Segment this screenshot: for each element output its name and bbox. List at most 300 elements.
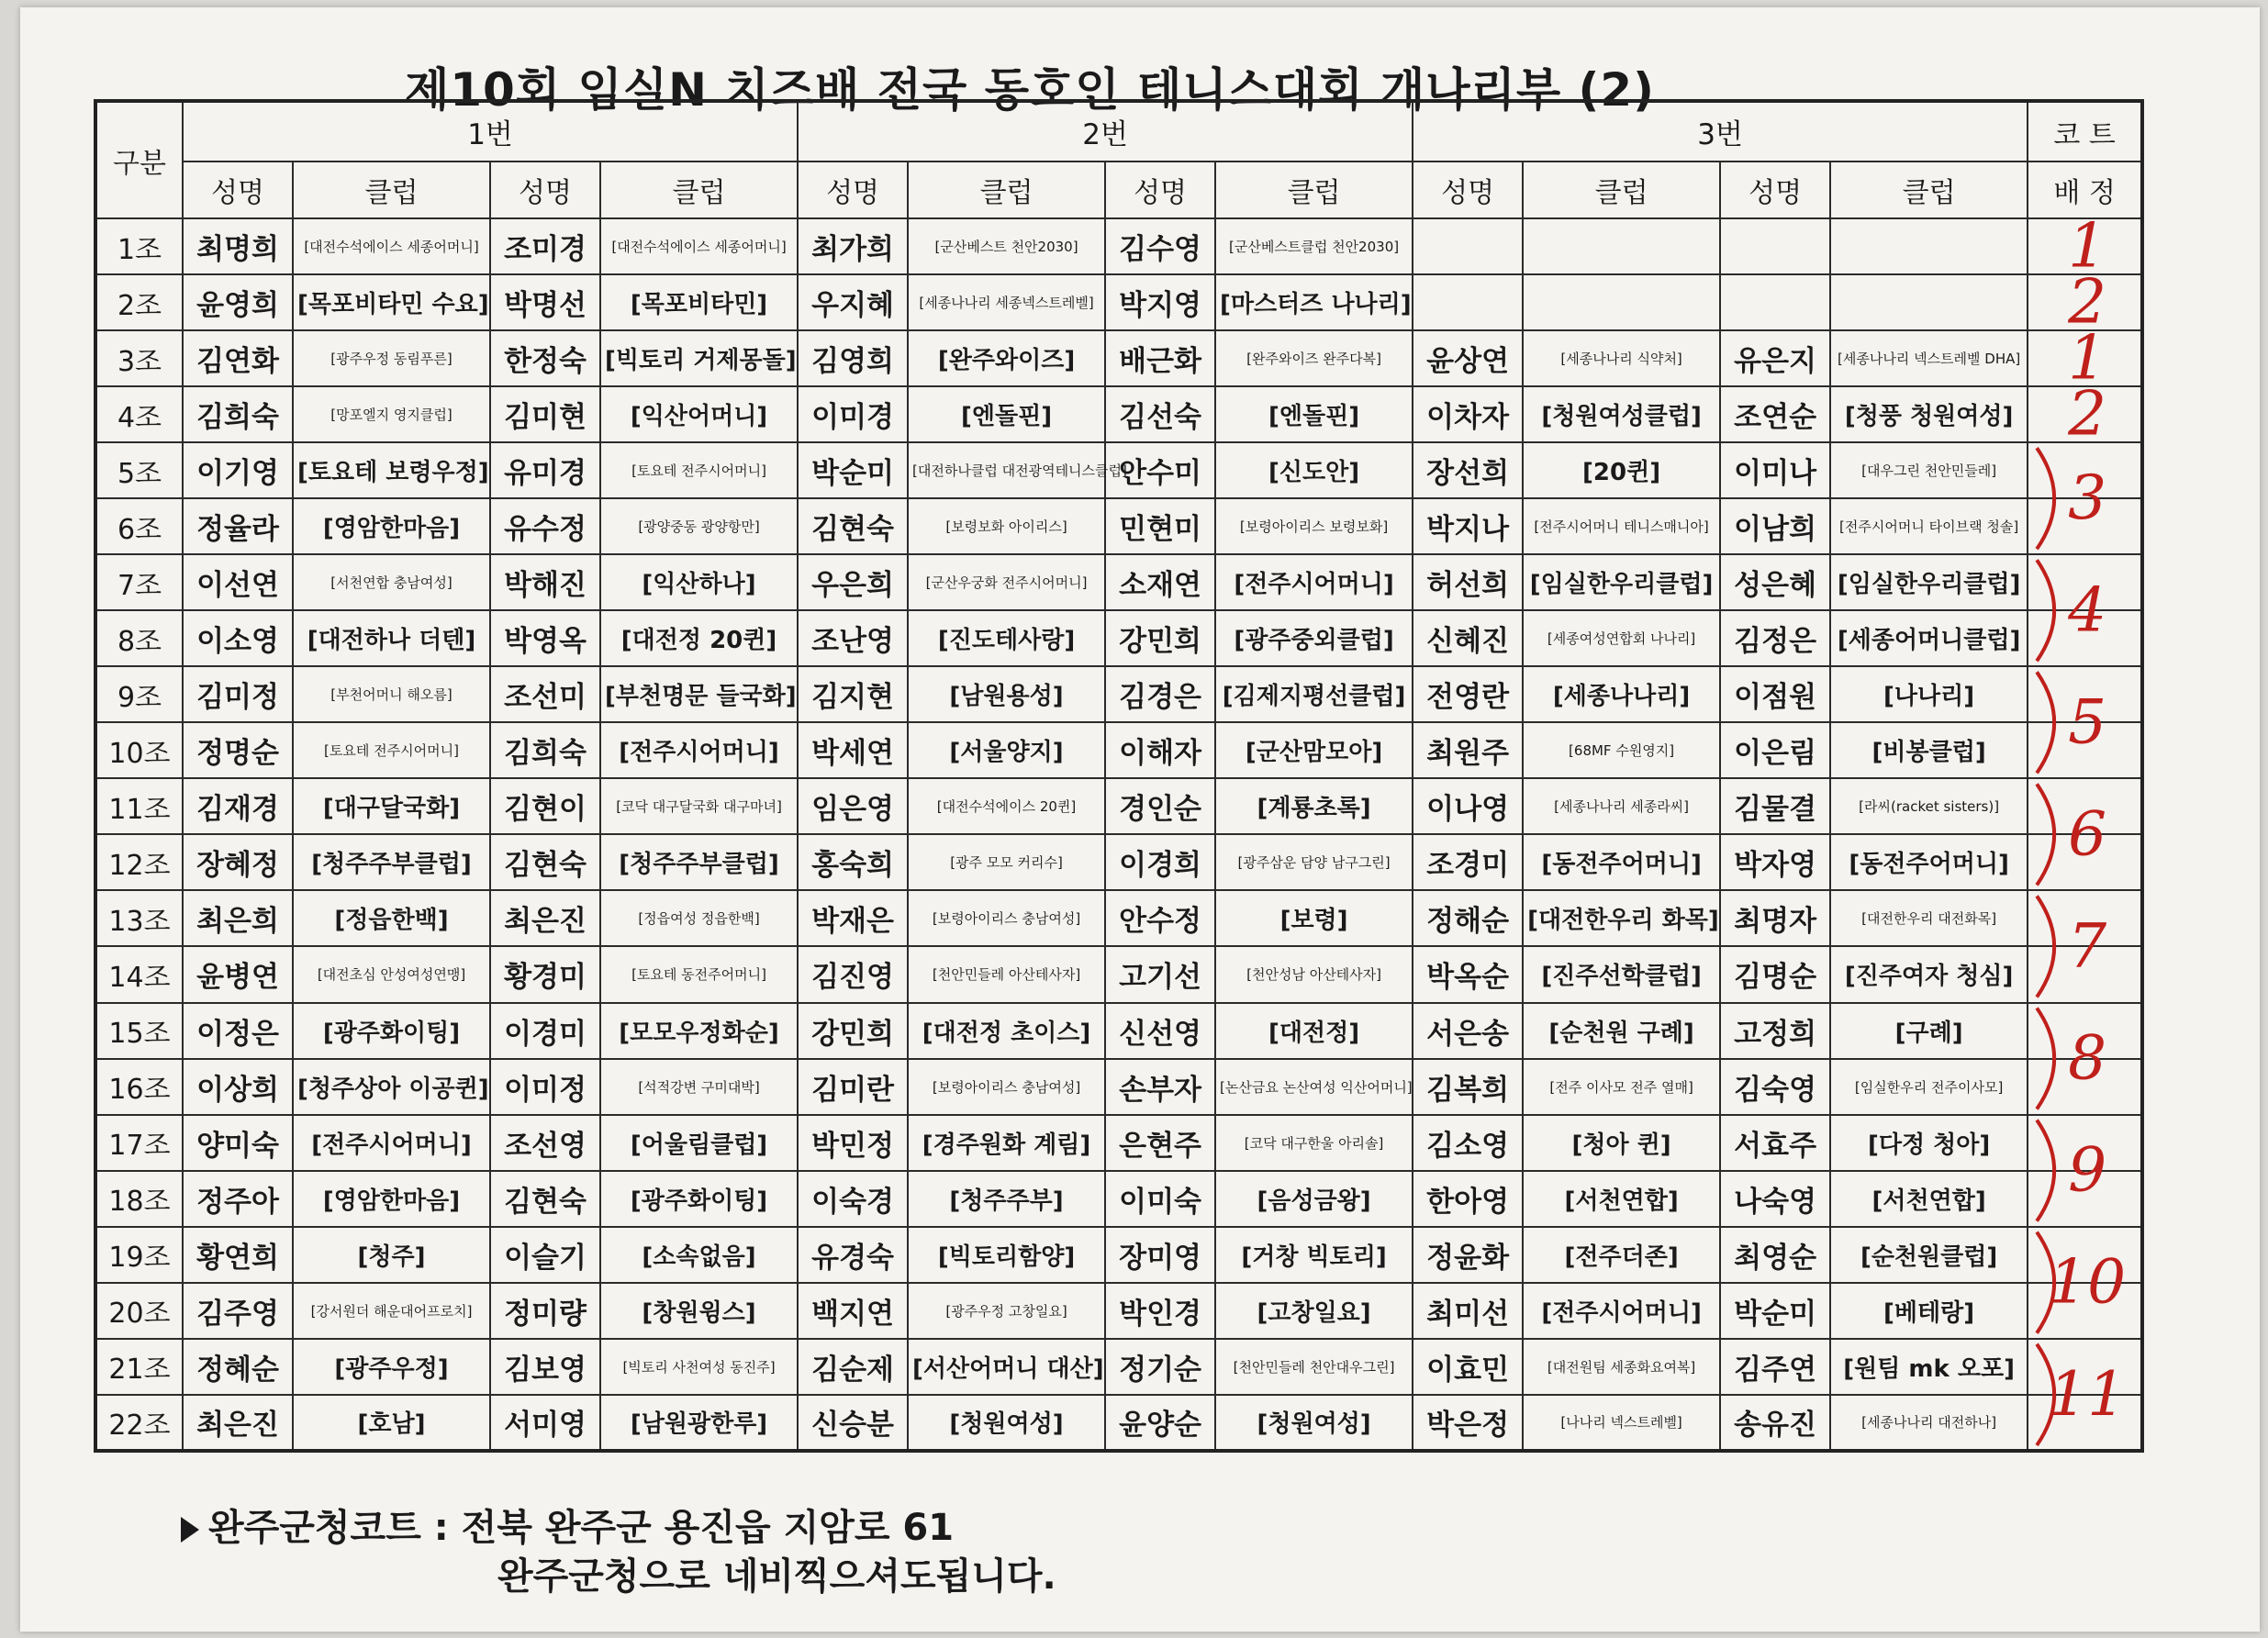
bracket-table [94,99,2144,1453]
table-row [95,330,2142,386]
player-club: [마스터즈 나나리] [1215,274,1413,330]
name-col-header: 성명 [1720,162,1830,218]
player-club: [코닥 대구달국화 대구마녀] [600,778,798,834]
court-header-top: 코 트 [2028,101,2142,162]
player-name: 박재은 [798,890,908,946]
player-name: 김복희 [1413,1059,1523,1115]
player-name: 정명순 [183,722,293,778]
player-club: [청원여성] [908,1395,1105,1451]
player-club: [순천원 구례] [1523,1003,1720,1059]
player-name: 박지영 [1105,274,1215,330]
player-club: [논산금요 논산여성 익산어머니] [1215,1059,1413,1115]
group-label: 13조 [95,890,183,946]
player-name: 김지현 [798,666,908,722]
player-name: 김경은 [1105,666,1215,722]
player-name: 경인순 [1105,778,1215,834]
name-col-header: 성명 [183,162,293,218]
court-cell [2028,722,2142,778]
player-name: 최미선 [1413,1283,1523,1339]
player-club: [대우그린 천안민들레] [1830,442,2028,498]
player-club: [전주시어머니] [1523,1283,1720,1339]
player-name: 우지혜 [798,274,908,330]
player-club: [완주와이즈] [908,330,1105,386]
court-number-mark: 6 [2068,798,2107,870]
player-club: [임실한우리클럽] [1523,554,1720,610]
player-name: 안수정 [1105,890,1215,946]
player-name: 장혜정 [183,834,293,890]
court-number-mark: 9 [2068,1134,2107,1206]
table-row [95,610,2142,666]
player-name: 장선희 [1413,442,1523,498]
player-club: [대전원팀 세종화요여복] [1523,1339,1720,1395]
player-name: 김재경 [183,778,293,834]
player-club: [보령] [1215,890,1413,946]
court-number-mark: 2 [2068,378,2107,450]
player-club: [토요테 보령우정] [293,442,490,498]
venue-address: 완주군청코트 : 전북 완주군 용진읍 지암로 61 [208,1507,955,1549]
player-club: [어울림클럽] [600,1115,798,1171]
player-name: 김진영 [798,946,908,1002]
group-label: 10조 [95,722,183,778]
player-name: 정혜순 [183,1339,293,1395]
player-club: [광주화이팅] [293,1003,490,1059]
group-label: 15조 [95,1003,183,1059]
group-label: 17조 [95,1115,183,1171]
court-cell [2028,442,2142,498]
player-club: [라씨(racket sisters)] [1830,778,2028,834]
player-name: 정해순 [1413,890,1523,946]
player-name: 박옥순 [1413,946,1523,1002]
court-cell [2028,1003,2142,1059]
player-club: [남원용성] [908,666,1105,722]
court-cell [2028,890,2142,946]
player-name: 김현이 [490,778,600,834]
player-club: [군산베스트 천안2030] [908,218,1105,274]
player-club: [천안민들레 천안대우그린] [1215,1339,1413,1395]
court-number-mark: 8 [2068,1022,2107,1094]
player-club: [동전주어머니] [1523,834,1720,890]
group-label: 16조 [95,1059,183,1115]
player-club: [전주시어머니] [293,1115,490,1171]
player-club: [임실한우리 전주이사모] [1830,1059,2028,1115]
player-name: 장미영 [1105,1227,1215,1283]
player-club: [대전하나 더텐] [293,610,490,666]
player-name: 박순미 [1720,1283,1830,1339]
table-row [95,442,2142,498]
player-club: [세종어머니클럽] [1830,610,2028,666]
player-club: [청아 퀸] [1523,1115,1720,1171]
player-name: 최명희 [183,218,293,274]
player-club: [대전초심 안성여성연맹] [293,946,490,1002]
player-name: 한아영 [1413,1171,1523,1227]
group-label: 5조 [95,442,183,498]
group-label: 14조 [95,946,183,1002]
player-club: [보령아이리스 보령보화] [1215,498,1413,554]
name-col-header: 성명 [798,162,908,218]
player-name: 이나영 [1413,778,1523,834]
player-club: [임실한우리클럽] [1830,554,2028,610]
player-club: [대전정 20퀸] [600,610,798,666]
player-name: 허선희 [1413,554,1523,610]
court-cell [2028,330,2142,386]
player-club: [세종나나리 세종넥스트레벨] [908,274,1105,330]
player-name: 조미경 [490,218,600,274]
player-club: [광주중외클럽] [1215,610,1413,666]
player-name: 이효민 [1413,1339,1523,1395]
player-club: [세종나나리] [1523,666,1720,722]
player-name: 김영희 [798,330,908,386]
player-name: 서효주 [1720,1115,1830,1171]
table-row [95,1339,2142,1395]
player-name: 박인경 [1105,1283,1215,1339]
table-row [95,834,2142,890]
player-name [1413,218,1523,274]
player-club: [대전한우리 화목] [1523,890,1720,946]
player-club [1830,274,2028,330]
player-name: 윤양순 [1105,1395,1215,1451]
player-name: 박민정 [798,1115,908,1171]
group-label: 20조 [95,1283,183,1339]
player-name: 조경미 [1413,834,1523,890]
player-club: [청원여성] [1215,1395,1413,1451]
player-club: [청주] [293,1227,490,1283]
player-club: [순천원클럽] [1830,1227,2028,1283]
player-club: [천안민들레 아산테사자] [908,946,1105,1002]
player-club: [베테랑] [1830,1283,2028,1339]
player-name: 신승분 [798,1395,908,1451]
player-club: [목포비타민] [600,274,798,330]
player-name: 김연화 [183,330,293,386]
player-name: 나숙영 [1720,1171,1830,1227]
player-name: 황경미 [490,946,600,1002]
player-club: [강서원더 해운대어프로치] [293,1283,490,1339]
player-name: 정주아 [183,1171,293,1227]
player-name: 이미숙 [1105,1171,1215,1227]
player-name: 이미경 [798,386,908,442]
player-name: 은현주 [1105,1115,1215,1171]
club-col-header: 클럽 [1215,162,1413,218]
player-club: [소속없음] [600,1227,798,1283]
player-club: [세종나나리 식약처] [1523,330,1720,386]
name-col-header: 성명 [1413,162,1523,218]
player-club: [모모우정화순] [600,1003,798,1059]
court-cell [2028,218,2142,274]
player-club: [대전정] [1215,1003,1413,1059]
player-name: 조난영 [798,610,908,666]
group-label: 1조 [95,218,183,274]
player-club: [토요테 전주시어머니] [600,442,798,498]
player-club: [빅토리 거제몽돌] [600,330,798,386]
player-name: 김주영 [183,1283,293,1339]
player-name [1720,274,1830,330]
player-club: [천안성남 아산테사자] [1215,946,1413,1002]
player-name: 강민희 [1105,610,1215,666]
page-title: 제10회 임실N 치즈배 전국 동호인 테니스대회 개나리부 (2) [404,63,1656,117]
player-name: 신선영 [1105,1003,1215,1059]
player-name: 최은진 [183,1395,293,1451]
player-club: [전주시어머니 타이브랙 청솔] [1830,498,2028,554]
name-col-header: 성명 [1105,162,1215,218]
player-name: 박영옥 [490,610,600,666]
player-club: [광주우정 동림푸른] [293,330,490,386]
venue-note [181,1499,954,1551]
player-name: 양미숙 [183,1115,293,1171]
player-name: 성은혜 [1720,554,1830,610]
court-cell [2028,1395,2142,1451]
player-club: [대전정 초이스] [908,1003,1105,1059]
player-club: [전주더존] [1523,1227,1720,1283]
player-club: [엔돌핀] [908,386,1105,442]
player-name: 박지나 [1413,498,1523,554]
player-name: 이상희 [183,1059,293,1115]
table-row [95,1115,2142,1171]
player-name: 김현숙 [490,1171,600,1227]
player-club: [목포비타민 수요] [293,274,490,330]
group-label: 8조 [95,610,183,666]
player-club: [남원광한루] [600,1395,798,1451]
player-name: 김선숙 [1105,386,1215,442]
club-col-header: 클럽 [600,162,798,218]
player-name: 이경희 [1105,834,1215,890]
player-name: 박해진 [490,554,600,610]
player-club [1830,218,2028,274]
player-name: 이점원 [1720,666,1830,722]
player-name: 정율라 [183,498,293,554]
player-club: [청원여성클럽] [1523,386,1720,442]
player-name: 정미량 [490,1283,600,1339]
player-club: [나나리 넥스트레벨] [1523,1395,1720,1451]
player-club: [세종여성연합회 나나리] [1523,610,1720,666]
player-club: [비봉클럽] [1830,722,2028,778]
player-club: [광주삼운 담양 남구그린] [1215,834,1413,890]
table-row [95,1171,2142,1227]
table-row [95,666,2142,722]
player-club: [익산어머니] [600,386,798,442]
division-header: 구분 [95,101,183,218]
group-label: 19조 [95,1227,183,1283]
player-name: 박은정 [1413,1395,1523,1451]
player-name: 최명자 [1720,890,1830,946]
player-name: 고정희 [1720,1003,1830,1059]
court-cell [2028,834,2142,890]
player-name: 김수영 [1105,218,1215,274]
player-name [1413,274,1523,330]
player-club: [청주상아 이공퀸] [293,1059,490,1115]
player-club: [나나리] [1830,666,2028,722]
tournament-sheet [20,7,2260,1632]
player-name: 홍숙희 [798,834,908,890]
player-club: [전주 이사모 전주 열매] [1523,1059,1720,1115]
player-club: [광주우정] [293,1339,490,1395]
player-name: 임은영 [798,778,908,834]
group-label: 2조 [95,274,183,330]
table-row [95,890,2142,946]
player-club: [정읍여성 정읍한백] [600,890,798,946]
player-club: [영암한마음] [293,1171,490,1227]
player-club: [군산우궁화 전주시어머니] [908,554,1105,610]
player-club: [코닥 대구한울 아리솔] [1215,1115,1413,1171]
player-name: 박순미 [798,442,908,498]
player-club: [대구달국화] [293,778,490,834]
player-name: 서미영 [490,1395,600,1451]
player-name: 이선연 [183,554,293,610]
player-club: [대전수석에이스 20퀸] [908,778,1105,834]
player-club: [서산어머니 대산] [908,1339,1105,1395]
player-name: 최은진 [490,890,600,946]
player-name: 이은림 [1720,722,1830,778]
player-club: [경주원화 계림] [908,1115,1105,1171]
player-club: [청주주부클럽] [600,834,798,890]
court-cell [2028,1283,2142,1339]
player-club: [신도안] [1215,442,1413,498]
player-club [1523,274,1720,330]
player-club [1523,218,1720,274]
player-club: [호남] [293,1395,490,1451]
court-cell [2028,1171,2142,1227]
court-number-mark: 3 [2068,462,2107,534]
player-name: 김소영 [1413,1115,1523,1171]
group-header-1: 1번 [183,101,798,162]
player-club: [석적강변 구미대박] [600,1059,798,1115]
player-name: 김희숙 [490,722,600,778]
player-name: 이슬기 [490,1227,600,1283]
group-label: 4조 [95,386,183,442]
club-col-header: 클럽 [1830,162,2028,218]
player-club: [음성금왕] [1215,1171,1413,1227]
player-name: 김순제 [798,1339,908,1395]
court-number-mark: 5 [2068,686,2107,758]
court-cell [2028,1339,2142,1395]
player-club: [진주여자 청심] [1830,946,2028,1002]
group-label: 6조 [95,498,183,554]
player-club: [대전하나클럽 대전광역테니스클럽] [908,442,1105,498]
player-name: 김숙영 [1720,1059,1830,1115]
group-label: 9조 [95,666,183,722]
player-name: 유미경 [490,442,600,498]
name-col-header: 성명 [490,162,600,218]
player-club: [대전한우리 대전화목] [1830,890,2028,946]
player-club: [전주시어머니] [1215,554,1413,610]
player-club: [세종나나리 대전하나] [1830,1395,2028,1451]
player-name: 신혜진 [1413,610,1523,666]
table-row [95,1003,2142,1059]
player-name: 백지연 [798,1283,908,1339]
court-cell [2028,1059,2142,1115]
table-row [95,946,2142,1002]
court-cell [2028,498,2142,554]
group-label: 7조 [95,554,183,610]
player-name: 김희숙 [183,386,293,442]
player-name: 손부자 [1105,1059,1215,1115]
player-club: [20퀸] [1523,442,1720,498]
player-name: 김미란 [798,1059,908,1115]
group-label: 12조 [95,834,183,890]
court-number-mark: 11 [2049,1358,2127,1430]
player-name: 소재연 [1105,554,1215,610]
player-club: [고창일요] [1215,1283,1413,1339]
player-name: 조선미 [490,666,600,722]
player-club: [서천연합] [1830,1171,2028,1227]
group-label: 11조 [95,778,183,834]
player-name: 강민희 [798,1003,908,1059]
player-club: [진도테사랑] [908,610,1105,666]
court-cell [2028,1115,2142,1171]
player-club: [빅토리 사천여성 동진주] [600,1339,798,1395]
player-club: [청주주부클럽] [293,834,490,890]
table-row [95,218,2142,274]
player-name: 전영란 [1413,666,1523,722]
table-row [95,1227,2142,1283]
table-row [95,386,2142,442]
court-number-mark: 2 [2068,266,2107,338]
player-name: 유경숙 [798,1227,908,1283]
player-club: [대전수석에이스 세종어머니] [293,218,490,274]
player-club: [보령보화 아이리스] [908,498,1105,554]
court-cell [2028,1227,2142,1283]
triangle-bullet-icon [181,1517,199,1543]
player-name [1720,218,1830,274]
player-club: [청주주부] [908,1171,1105,1227]
player-club: [세종나나리 넥스트레벨 DHA] [1830,330,2028,386]
court-number-mark: 4 [2068,574,2107,646]
player-club: [김제지평선클럽] [1215,666,1413,722]
player-name: 이숙경 [798,1171,908,1227]
player-club: [빅토리함양] [908,1227,1105,1283]
player-name: 김정은 [1720,610,1830,666]
player-club: [세종나나리 세종라씨] [1523,778,1720,834]
player-club: [광양중동 광양항만] [600,498,798,554]
player-club: [진주선학클럽] [1523,946,1720,1002]
player-club: [광주우정 고창일요] [908,1283,1105,1339]
player-name: 최은희 [183,890,293,946]
player-name: 배근화 [1105,330,1215,386]
player-name: 이차자 [1413,386,1523,442]
player-club: [구례] [1830,1003,2028,1059]
group-label: 21조 [95,1339,183,1395]
court-number-mark: 1 [2068,210,2107,282]
player-club: [익산하나] [600,554,798,610]
player-name: 김미현 [490,386,600,442]
player-name: 김현숙 [490,834,600,890]
court-number-mark: 1 [2068,322,2107,394]
court-header-bottom: 배 정 [2028,162,2142,218]
player-club: [엔돌핀] [1215,386,1413,442]
group-label: 3조 [95,330,183,386]
player-club: [군산맘모아] [1215,722,1413,778]
court-cell [2028,666,2142,722]
player-club: [토요테 동전주어머니] [600,946,798,1002]
table-row [95,722,2142,778]
club-col-header: 클럽 [1523,162,1720,218]
group-label: 22조 [95,1395,183,1451]
player-club: [전주시어머니] [600,722,798,778]
player-name: 우은희 [798,554,908,610]
player-club: [영암한마음] [293,498,490,554]
player-name: 정윤화 [1413,1227,1523,1283]
court-cell [2028,274,2142,330]
player-name: 이경미 [490,1003,600,1059]
venue-note-line2: 완주군청으로 네비찍으셔도됩니다. [497,1555,1056,1598]
player-name: 민현미 [1105,498,1215,554]
table-row [95,1283,2142,1339]
player-name: 고기선 [1105,946,1215,1002]
table-row [95,274,2142,330]
court-cell [2028,610,2142,666]
player-club: [전주시어머니 테니스매니아] [1523,498,1720,554]
player-name: 김명순 [1720,946,1830,1002]
player-club: [청풍 청원여성] [1830,386,2028,442]
table-row [95,778,2142,834]
